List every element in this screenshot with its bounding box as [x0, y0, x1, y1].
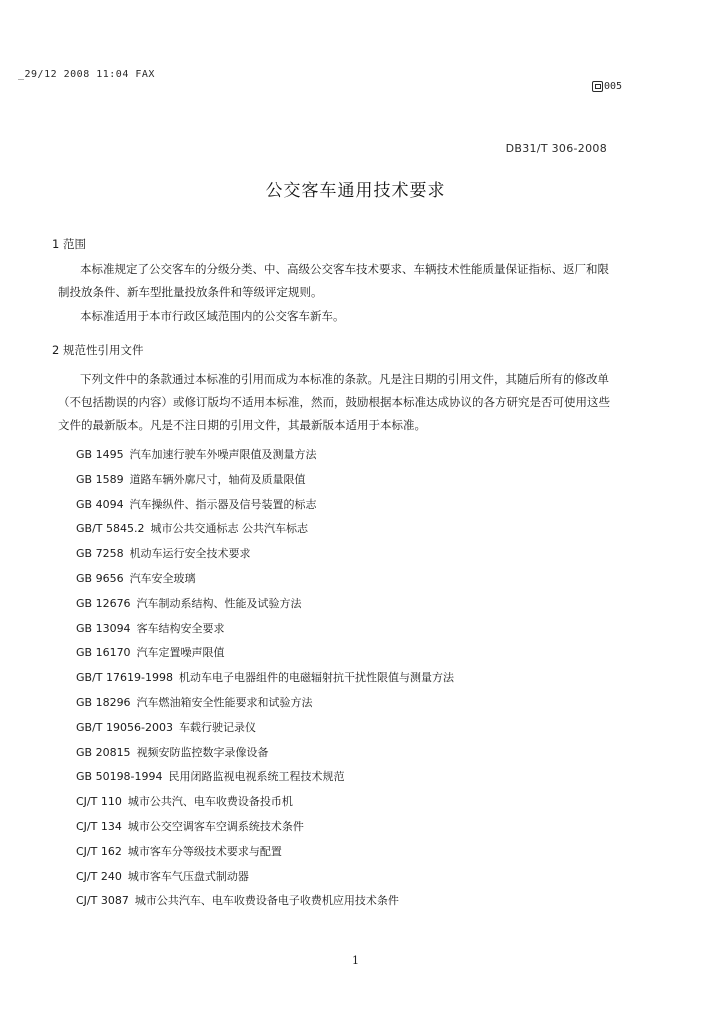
- reference-title: 机动车运行安全技术要求: [129, 547, 251, 561]
- reference-code: GB 16170: [76, 646, 131, 660]
- reference-code: GB 1495: [76, 448, 124, 461]
- reference-title: 城市客车分等级技术要求与配置: [127, 844, 282, 858]
- scope-paragraph-1: 本标准规定了公交客车的分级分类、中、高级公交客车技术要求、车辆技术性能质量保证指标、返厂和限制投放条件、新车型批量投放条件和等级评定规则。: [58, 262, 609, 299]
- list-item: [76, 567, 454, 592]
- reference-code: GB 12676: [76, 596, 131, 610]
- reference-title: 城市公共交通标志 公共汽车标志: [150, 522, 308, 536]
- list-item: [76, 691, 454, 716]
- reference-code: CJ/T 240: [76, 869, 122, 883]
- list-item: [76, 889, 454, 914]
- reference-title: 车载行驶记录仪: [178, 720, 256, 734]
- reference-code: CJ/T 162: [76, 844, 122, 858]
- reference-title: 城市公交空调客车空调系统技术条件: [127, 819, 304, 833]
- reference-code: GB 9656: [76, 571, 124, 585]
- reference-code: CJ/T 3087: [76, 894, 129, 908]
- list-item: [76, 765, 454, 790]
- reference-code: CJ/T 110: [76, 795, 122, 809]
- reference-code: GB/T 5845.2: [76, 522, 145, 536]
- reference-title: 汽车定置噪声限值: [136, 646, 225, 660]
- list-item: [76, 865, 454, 890]
- reference-code: GB 13094: [76, 621, 131, 635]
- reference-title: 汽车燃油箱安全性能要求和试验方法: [136, 695, 313, 709]
- list-item: [76, 790, 454, 815]
- reference-code: GB 20815: [76, 745, 131, 759]
- reference-title: 道路车辆外廓尺寸，轴荷及质量限值: [129, 472, 306, 486]
- fax-icon: [592, 81, 603, 92]
- reference-title: 城市客车气压盘式制动器: [127, 869, 249, 883]
- reference-title: 城市公共汽车、电车收费设备电子收费机应用技术条件: [134, 894, 399, 908]
- list-item: [76, 617, 454, 642]
- reference-title: 机动车电子电器组件的电磁辐射抗干扰性限值与测量方法: [178, 671, 454, 685]
- reference-title: 客车结构安全要求: [136, 621, 225, 635]
- list-item: [76, 517, 454, 542]
- reference-code: GB/T 19056-2003: [76, 720, 173, 734]
- scope-paragraph-2: 本标准适用于本市行政区域范围内的公交客车新车。: [80, 309, 345, 323]
- standard-number: DB31/T 306-2008: [505, 142, 607, 155]
- reference-list: [76, 443, 454, 914]
- reference-code: GB/T 17619-1998: [76, 671, 173, 685]
- page-number: 1: [352, 954, 359, 967]
- fax-page-count: 005: [604, 81, 623, 92]
- reference-code: GB 7258: [76, 547, 124, 561]
- reference-title: 视频安防监控数字录像设备: [136, 745, 269, 759]
- list-item: [76, 666, 454, 691]
- reference-title: 汽车安全玻璃: [129, 571, 196, 585]
- list-item: [76, 493, 454, 518]
- list-item: [76, 741, 454, 766]
- reference-title: 汽车加速行驶车外噪声限值及测量方法: [129, 448, 317, 461]
- list-item: [76, 815, 454, 840]
- reference-code: GB 18296: [76, 695, 131, 709]
- list-item: [76, 716, 454, 741]
- list-item: [76, 542, 454, 567]
- section-heading-scope: 1 范围: [52, 237, 86, 251]
- reference-title: 民用闭路监视电视系统工程技术规范: [168, 770, 345, 784]
- reference-code: CJ/T 134: [76, 819, 122, 833]
- list-item: [76, 840, 454, 865]
- reference-title: 城市公共汽、电车收费设备投币机: [127, 795, 293, 809]
- list-item: [76, 592, 454, 617]
- reference-code: GB 4094: [76, 497, 124, 511]
- fax-header: _29/12 2008 11:04 FAX: [18, 69, 155, 80]
- document-title: 公交客车通用技术要求: [265, 181, 446, 201]
- section-heading-normative-references: 2 规范性引用文件: [52, 343, 144, 357]
- reference-title: 汽车操纵件、指示器及信号装置的标志: [129, 497, 317, 511]
- fax-page-tag: [592, 81, 622, 92]
- list-item: [76, 443, 454, 468]
- reference-title: 汽车制动系结构、性能及试验方法: [136, 596, 302, 610]
- reference-code: GB 1589: [76, 472, 124, 486]
- list-item: [76, 641, 454, 666]
- references-intro-paragraph: 下列文件中的条款通过本标准的引用而成为本标准的条款。凡是注日期的引用文件，其随后所有的修改单（不包括勘误的内容）或修订版均不适用本标准，然而，鼓励根据本标准达成协议的各方研究是否可使用这些文件的最新版本。凡是不注日期的引用文件，其最新版本适用于本标准。: [58, 372, 610, 432]
- list-item: [76, 468, 454, 493]
- reference-code: GB 50198-1994: [76, 770, 163, 784]
